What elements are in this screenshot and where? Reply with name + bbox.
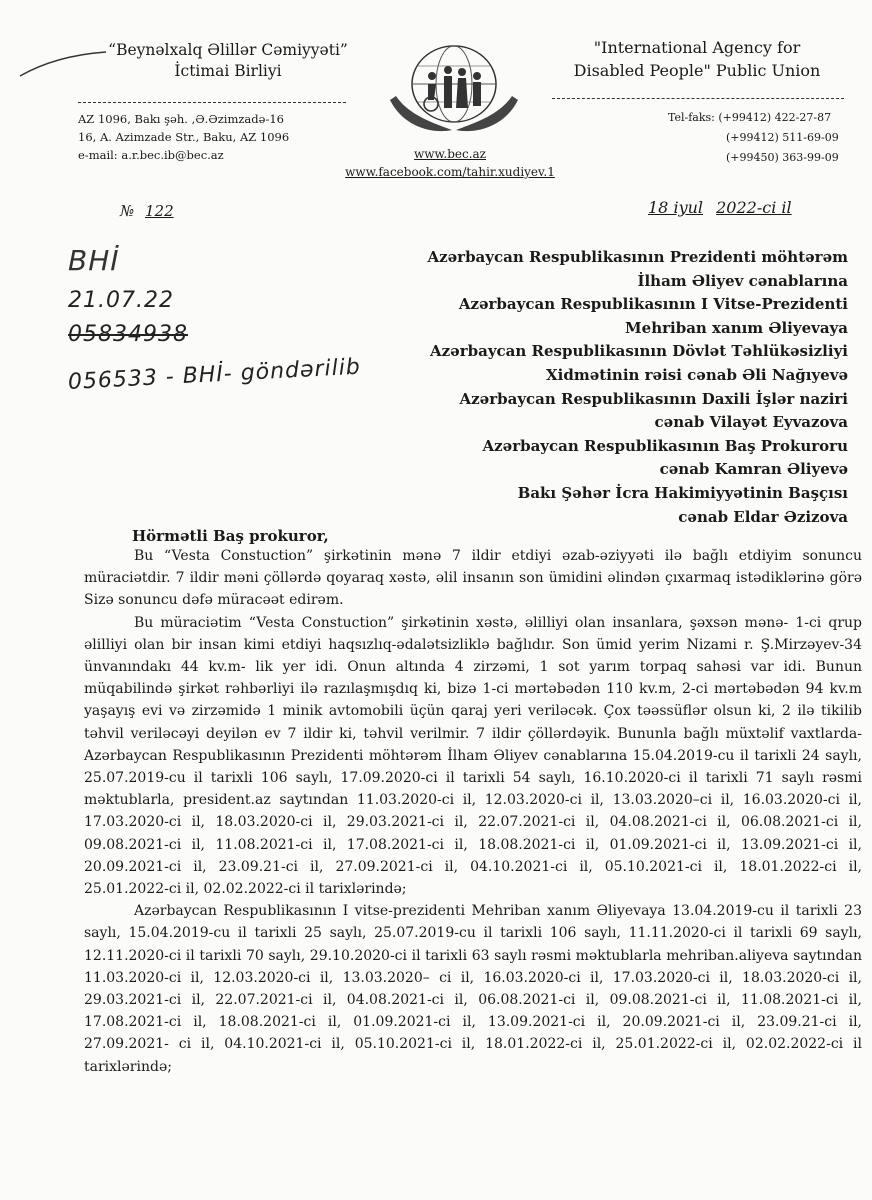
date-day: 18 iyul	[648, 198, 704, 217]
address-block	[78, 110, 289, 164]
letter-body	[84, 545, 862, 1078]
addressee-line: cənab Kamran Əliyevə	[659, 460, 848, 479]
handwritten-note-1: BHİ	[68, 244, 120, 277]
addressee-line: cənab Vilayət Eyvazova	[654, 413, 848, 432]
org-name-az-line1: “Beynəlxalq Əlillər Cəmiyyəti”	[108, 41, 348, 59]
addressee-line: Azərbaycan Respublikasının Dövlət Təhlükəsizliyi	[430, 342, 848, 361]
addressee-line: Azərbaycan Respublikasının Prezidenti möhtərəm	[427, 248, 848, 266]
org-name-az	[78, 40, 378, 82]
date-year: 2022-ci il	[716, 198, 792, 217]
number-sign: №	[120, 202, 135, 220]
website-link[interactable]: www.bec.az	[414, 147, 486, 161]
addressee-line: cənab Eldar Əzizova	[678, 507, 848, 526]
org-name-en-line1: "International Agency for	[593, 38, 801, 57]
email: e-mail: a.r.bec.ib@bec.az	[78, 148, 224, 162]
addressee-line: Azərbaycan Respublikasının Baş Prokuroru	[482, 436, 848, 455]
addressee-list	[288, 246, 848, 529]
phone-block	[668, 108, 839, 168]
address-line-en: 16, A. Azimzade Str., Baku, AZ 1096	[78, 130, 290, 144]
phone-line1: Tel-faks: (+99412) 422-27-87	[668, 111, 832, 124]
facebook-link[interactable]: www.facebook.com/tahir.xudiyev.1	[345, 165, 555, 179]
phone-line3: (+99450) 363-99-09	[726, 151, 839, 164]
addressee-line: Azərbaycan Respublikasının Daxili İşlər naziri	[459, 389, 848, 408]
addressee-line: Bakı Şəhər İcra Hakimiyyətinin Başçısı	[517, 483, 848, 502]
handwritten-note-2: 21.07.22	[68, 288, 174, 313]
document-date	[648, 198, 792, 217]
org-name-az-line2: İctimai Birliyi	[174, 62, 282, 80]
phone-line2: (+99412) 511-69-09	[726, 131, 839, 144]
addressee-line: Mehriban xanım Əliyevaya	[625, 318, 848, 337]
body-paragraph-3: Azərbaycan Respublikasının I vitse-prezidenti Mehriban xanım Əliyevaya 13.04.2019-cu il tarixli 23 saylı, 15.04.2019-cu il tarixli 25 saylı, 25.07.2019-cu il tarixli 106 saylı, 11.11.2020-ci il tarixli 69 saylı, 12.11.2020-ci il tarixli 70 saylı, 29.10.2020-ci il tarixli 63 saylı rəsmi məktublarla mehriban.aliyeva saytından 11.03.2020-ci il, 12.03.2020-ci il, 13.03.2020– ci il, 16.03.2020-ci il, 17.03.2020-ci il, 18.03.2020-ci il, 29.03.2021-ci il, 22.07.2021-ci il, 04.08.2021-ci il, 06.08.2021-ci il, 09.08.2021-ci il, 11.08.2021-ci il, 17.08.2021-ci il, 18.08.2021-ci il, 01.09.2021-ci il, 13.09.2021-ci il, 20.09.2021-ci il, 23.09.21-ci il, 27.09.2021- ci il, 04.10.2021-ci il, 05.10.2021-ci il, 18.01.2022-ci il, 25.01.2022-ci il, 02.02.2022-ci il tarixlərində;	[84, 903, 862, 1075]
addressee-line: Azərbaycan Respublikasının I Vitse-Prezidenti	[458, 295, 848, 314]
organization-logo	[384, 36, 524, 136]
address-line-az: AZ 1096, Bakı şəh. ,Ə.Əzimzadə-16	[78, 112, 284, 126]
number-value: 122	[144, 202, 174, 220]
addressee-line: İlham Əliyev cənablarına	[637, 271, 848, 290]
body-paragraph-2: Bu müraciətim “Vesta Constuction” şirkətinin xəstə, əlilliyi olan insanlara, şəxsən mənə- 1-ci qrup əlilliyi olan bir insan kimi etdiyi haqsızlıq-ədalətsizliklə bağlıdır. Son ümid yerim Nizami r. Ş.Mirzəyev-34 ünvanındakı 44 kv.m- lik yer idi. Onun altında 4 zirzəmi, 1 sot yarım torpaq sahəsi var idi. Bunun müqabilində şirkət rəhbərliyi ilə razılaşmışdıq ki, bizə 1-ci mərtəbədən 110 kv.m, 2-ci mərtəbədən 94 kv.m yaşayış evi və zirzəmidə 1 minik avtomobili üçün qaraj yeri veriləcək. Çox təəssüflər olsun ki, 2 ilə tikilib təhvil veriləcəyi deyilən ev 7 ildir ki, təhvil verilmir. 7 ildir çöllərdəyik. Bununla bağlı müxtəlif vaxtlarda-Azərbaycan Respublikasının Prezidenti möhtərəm İlham Əliyev cənablarına 15.04.2019-cu il tarixli 24 saylı, 25.07.2019-cu il tarixli 106 saylı, 17.09.2020-ci il tarixli 54 saylı, 16.10.2020-ci il tarixli 71 saylı rəsmi məktublarla, president.az saytından 11.03.2020-ci il, 12.03.2020-ci il, 13.03.2020–ci il, 16.03.2020-ci il, 17.03.2020-ci il, 18.03.2020-ci il, 29.03.2021-ci il, 22.07.2021-ci il, 04.08.2021-ci il, 06.08.2021-ci il, 09.08.2021-ci il, 11.08.2021-ci il, 17.08.2021-ci il, 18.08.2021-ci il, 01.09.2021-ci il, 13.09.2021-ci il, 20.09.2021-ci il, 23.09.21-ci il, 27.09.2021-ci il, 04.10.2021-ci il, 05.10.2021-ci il, 18.01.2022-ci il, 25.01.2022-ci il, 02.02.2022-ci il tarixlərində;	[84, 614, 862, 898]
handwritten-note-3: 05834938	[68, 322, 188, 347]
web-links	[330, 145, 570, 181]
handwritten-note-4: 056533 - BHİ- göndərilib	[67, 354, 362, 395]
org-name-en	[552, 36, 842, 82]
left-divider	[78, 102, 346, 103]
addressee-line: Xidmətinin rəisi cənab Əli Nağıyevə	[546, 365, 848, 384]
body-paragraph-1: Bu “Vesta Constuction” şirkətinin mənə 7 ildir etdiyi əzab-əziyyəti ilə bağlı etdiyim sonuncu müraciətdir. 7 ildir məni çöllərdə qoyaraq xəstə, əlil insanın son ümidini əlindən çıxarmaq istədiklərinə görə Sizə sonuncu dəfə müracəət edirəm.	[84, 548, 862, 609]
org-name-en-line2: Disabled People" Public Union	[573, 61, 821, 80]
salutation: Hörmətli Baş prokuror,	[132, 527, 329, 545]
right-divider	[552, 98, 844, 99]
document-number	[120, 202, 204, 220]
